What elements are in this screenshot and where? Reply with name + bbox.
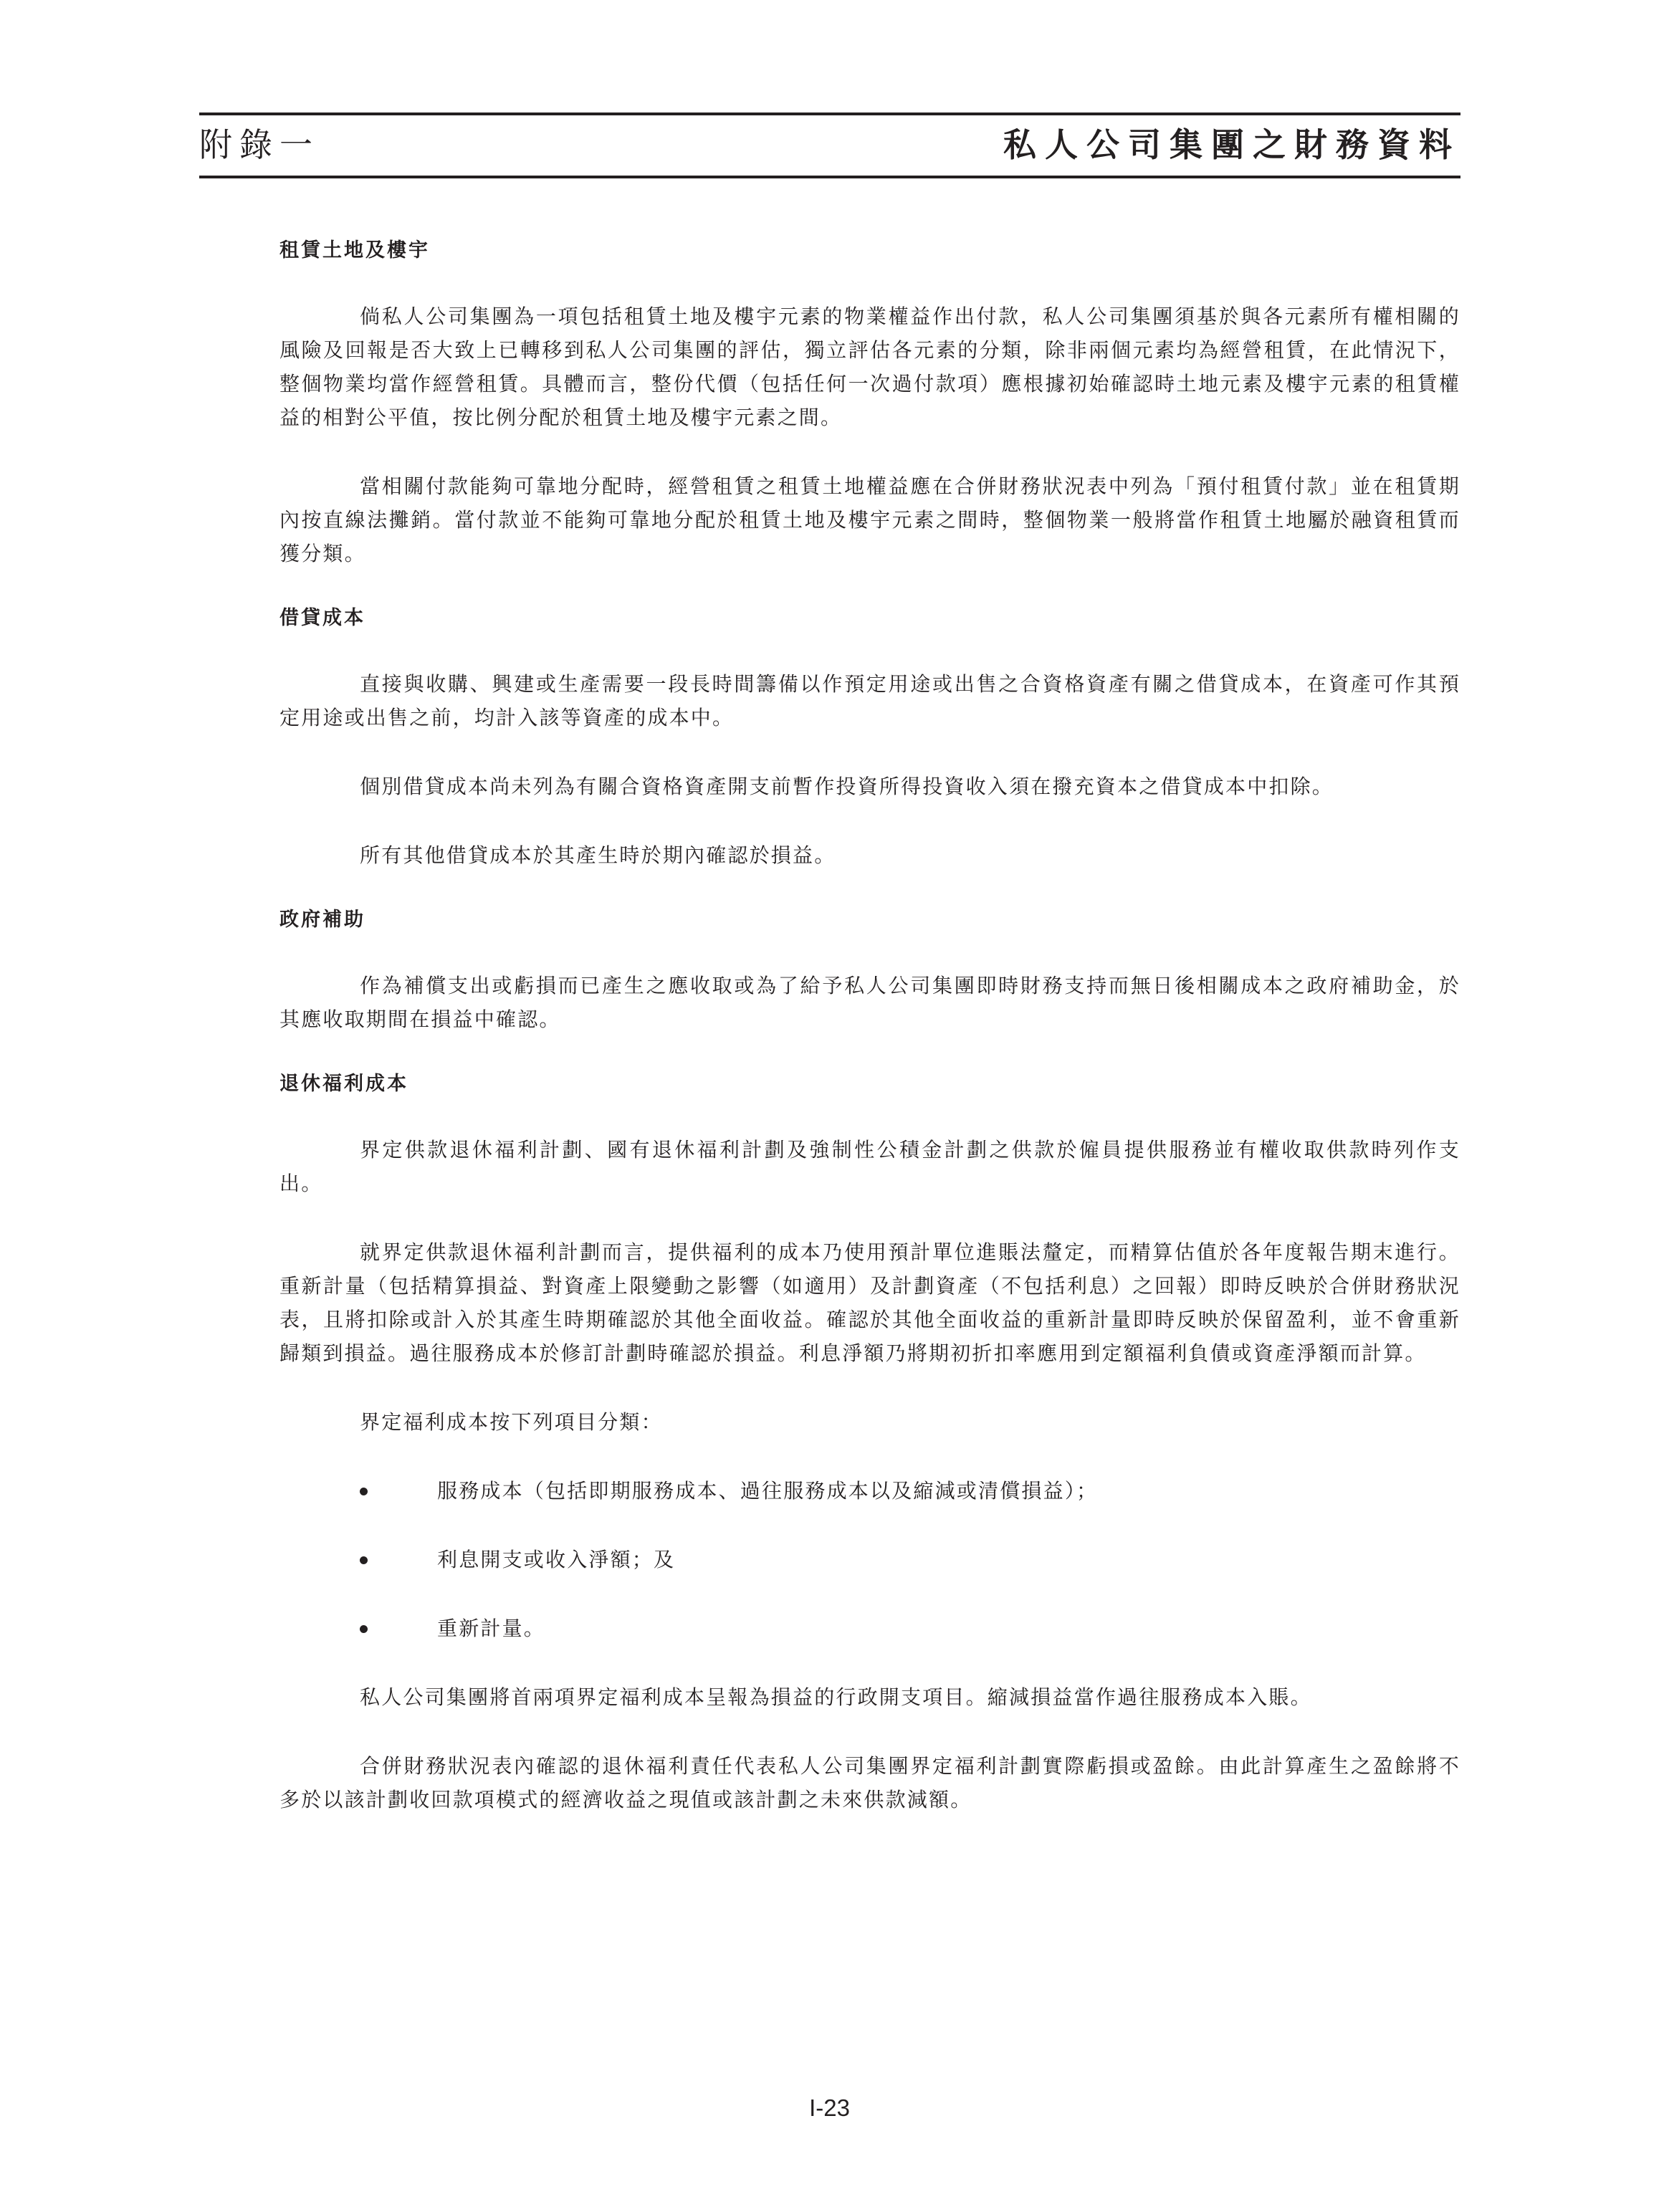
paragraph: 界定供款退休福利計劃、國有退休福利計劃及強制性公積金計劃之供款於僱員提供服務並有權收取供款時列作支出。 xyxy=(279,1138,1460,1195)
page-number: I-23 xyxy=(809,2094,850,2121)
paragraph: 所有其他借貸成本於其產生時於期內確認於損益。 xyxy=(360,843,836,867)
list-item xyxy=(279,1474,1460,1508)
list-item-text: 利息開支或收入淨額；及 xyxy=(437,1548,676,1571)
list-item-text: 重新計量。 xyxy=(437,1617,546,1640)
paragraph: 當相關付款能夠可靠地分配時，經營租賃之租賃土地權益應在合併財務狀況表中列為「預付租賃付款」並在租賃期內按直線法攤銷。當付款並不能夠可靠地分配於租賃土地及樓宇元素之間時，整個物業一般將當作租賃土地屬於融資租賃而獲分類。 xyxy=(279,474,1460,565)
paragraph: 界定福利成本按下列項目分類： xyxy=(360,1410,663,1434)
paragraph: 個別借貸成本尚未列為有關合資格資產開支前暫作投資所得投資收入須在撥充資本之借貸成本中扣除。 xyxy=(360,775,1334,798)
main-content xyxy=(279,238,1460,1859)
section-heading-retirement-benefit-costs: 退休福利成本 xyxy=(279,1073,408,1095)
page-header xyxy=(199,112,1460,178)
list-item xyxy=(279,1543,1460,1576)
paragraph: 私人公司集團將首兩項界定福利成本呈報為損益的行政開支項目。縮減損益當作過往服務成本入賬。 xyxy=(360,1685,1312,1709)
paragraph: 就界定供款退休福利計劃而言，提供福利的成本乃使用預計單位進賬法釐定，而精算估值於各年度報告期末進行。重新計量（包括精算損益、對資產上限變動之影響（如適用）及計劃資產（不包括利息）之回報）即時反映於合併財務狀況表，且將扣除或計入於其產生時期確認於其他全面收益。確認於其他全面收益的重新計量即時反映於保留盈利，並不會重新歸類到損益。過往服務成本於修訂計劃時確認於損益。利息淨額乃將期初折扣率應用到定額福利負債或資產淨額而計算。 xyxy=(279,1240,1460,1365)
page-section-title: 私人公司集團之財務資料 xyxy=(1003,125,1460,164)
bullet-icon xyxy=(360,1488,368,1495)
bullet-icon xyxy=(360,1556,368,1564)
section-heading-government-grants: 政府補助 xyxy=(279,909,365,931)
paragraph: 倘私人公司集團為一項包括租賃土地及樓宇元素的物業權益作出付款，私人公司集團須基於與各元素所有權相關的風險及回報是否大致上已轉移到私人公司集團的評估，獨立評估各元素的分類，除非兩個元素均為經營租賃，在此情況下，整個物業均當作經營租賃。具體而言，整份代價（包括任何一次過付款項）應根據初始確認時土地元素及樓宇元素的租賃權益的相對公平值，按比例分配於租賃土地及樓宇元素之間。 xyxy=(279,305,1460,429)
list-item-text: 服務成本（包括即期服務成本、過往服務成本以及縮減或清償損益）； xyxy=(437,1479,1099,1503)
paragraph: 合併財務狀況表內確認的退休福利責任代表私人公司集團界定福利計劃實際虧損或盈餘。由此計算產生之盈餘將不多於以該計劃收回款項模式的經濟收益之現值或該計劃之未來供款減額。 xyxy=(279,1754,1460,1811)
paragraph: 作為補償支出或虧損而已產生之應收取或為了給予私人公司集團即時財務支持而無日後相關成本之政府補助金，於其應收取期間在損益中確認。 xyxy=(279,974,1460,1031)
paragraph: 直接與收購、興建或生產需要一段長時間籌備以作預定用途或出售之合資格資產有關之借貸成本，在資產可作其預定用途或出售之前，均計入該等資產的成本中。 xyxy=(279,672,1460,729)
section-heading-leasehold-land: 租賃土地及樓宇 xyxy=(279,239,430,262)
bullet-icon xyxy=(360,1625,368,1633)
bullet-list xyxy=(279,1474,1460,1645)
list-item xyxy=(279,1612,1460,1645)
appendix-label: 附錄一 xyxy=(199,125,320,164)
section-heading-borrowing-costs: 借貸成本 xyxy=(279,607,365,629)
